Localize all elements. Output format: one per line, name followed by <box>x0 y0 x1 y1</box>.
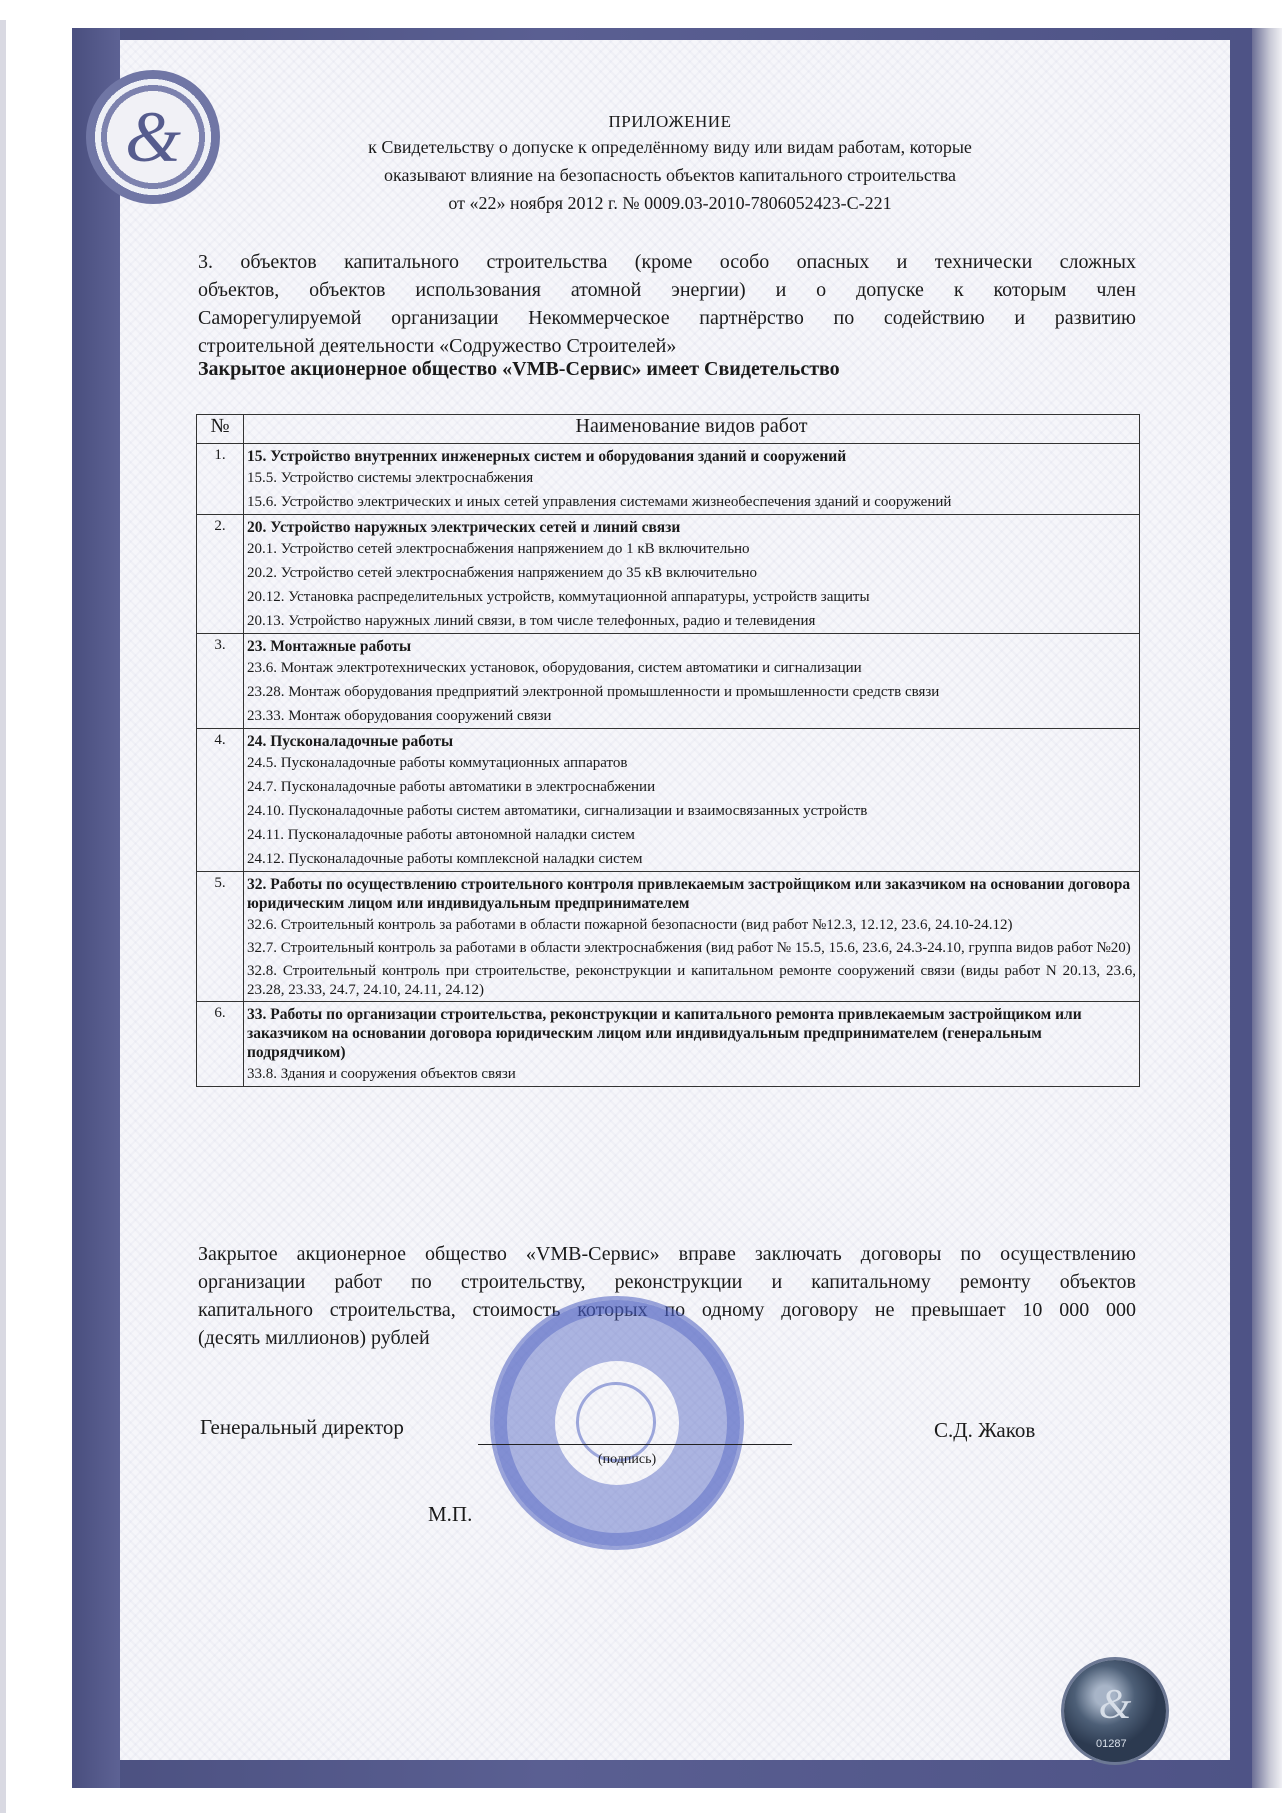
emblem-monogram: & <box>124 96 181 177</box>
closing-line: капитального строительства, стоимость которых по одному договору не превышает 10 000 000 <box>198 1299 1136 1321</box>
intro-line: 3. объектов капитального строительства (кроме особо опасных и технически сложных <box>198 251 1136 273</box>
certificate-frame-edge <box>1252 28 1282 1788</box>
header-line-2: оказывают влияние на безопасность объектов капитального строительства <box>384 165 956 185</box>
signatory-name: С.Д. Жаков <box>934 1418 1036 1442</box>
row-content <box>244 515 1140 634</box>
work-item: 23.6. Монтаж электротехнических установок, оборудования, систем автоматики и сигнализации <box>247 660 862 676</box>
seal-mark-label: М.П. <box>428 1502 473 1526</box>
work-item: 20.2. Устройство сетей электроснабжения напряжением до 35 кВ включительно <box>247 565 758 581</box>
header-line-3: от «22» ноября 2012 г. № 0009.03-2010-7806052423-С-221 <box>448 193 892 213</box>
intro-line: объектов, объектов использования атомной энергии) и о допуске к которым член <box>198 279 1136 301</box>
work-item: 24.10. Пусконаладочные работы систем автоматики, сигнализации и взаимосвязанных устройств <box>247 803 868 819</box>
work-item: 15.5. Устройство системы электроснабжения <box>247 470 534 486</box>
row-number: 3. <box>197 634 244 729</box>
work-item: 33.8. Здания и сооружения объектов связи <box>247 1066 516 1082</box>
work-item: 20.1. Устройство сетей электроснабжения напряжением до 1 кВ включительно <box>247 541 750 557</box>
row-number: 6. <box>197 1002 244 1087</box>
row-number: 1. <box>197 444 244 515</box>
work-group-title: 24. Пусконаладочные работы <box>247 733 454 750</box>
table-row <box>197 515 1140 634</box>
work-group-title: 23. Монтажные работы <box>247 638 412 655</box>
column-header-number: № <box>197 415 244 444</box>
row-content <box>244 729 1140 872</box>
work-item: 23.28. Монтаж оборудования предприятий электронной промышленности и промышленности средств связи <box>247 684 940 700</box>
work-item: 20.12. Установка распределительных устройств, коммутационной аппаратуры, устройств защиты <box>247 589 870 605</box>
row-number: 5. <box>197 872 244 1002</box>
row-number: 2. <box>197 515 244 634</box>
table-row <box>197 1002 1140 1087</box>
org-statement: Закрытое акционерное общество «VMB-Сервис» имеет Свидетельство <box>198 358 840 380</box>
signature-line <box>478 1444 792 1445</box>
row-number: 4. <box>197 729 244 872</box>
closing-line: Закрытое акционерное общество «VMB-Сервис» вправе заключать договоры по осуществлению <box>198 1243 1136 1265</box>
work-group-title: 15. Устройство внутренних инженерных систем и оборудования зданий и сооружений <box>247 448 847 465</box>
table-row <box>197 872 1140 1002</box>
work-item: 24.12. Пусконаладочные работы комплексной наладки систем <box>247 851 643 867</box>
row-content <box>244 872 1140 1002</box>
table-row <box>197 444 1140 515</box>
scan-background <box>0 0 72 1813</box>
works-table <box>196 414 1140 1087</box>
closing-line: (десять миллионов) рублей <box>198 1327 430 1349</box>
row-content <box>244 1002 1140 1087</box>
certificate-side-band <box>76 28 120 1788</box>
seal-stamp-center <box>576 1382 656 1462</box>
hologram-number: 01287 <box>1096 1738 1127 1750</box>
scan-edge-shadow <box>0 20 6 1813</box>
table-row <box>197 729 1140 872</box>
header-line-1: к Свидетельству о допуске к определённому виду или видам работам, которые <box>368 137 972 157</box>
row-content <box>244 634 1140 729</box>
work-group-title: 33. Работы по организации строительства, реконструкции и капитального ремонта привлекаемым застройщиком или заказчиком на основании договора юридическим лицом или индивидуальным предпринимателем (генеральным подрядчиком) <box>247 1006 1082 1061</box>
work-item: 24.11. Пусконаладочные работы автономной наладки систем <box>247 827 635 843</box>
closing-line: организации работ по строительству, реконструкции и капитальному ремонту объектов <box>198 1271 1136 1293</box>
work-group-title: 32. Работы по осуществлению строительного контроля привлекаемым застройщиком или заказчиком на основании договора юридическим лицом или индивидуальным предпринимателем <box>247 876 1131 912</box>
document-title: ПРИЛОЖЕНИЕ <box>608 112 732 131</box>
work-item: 32.6. Строительный контроль за работами в области пожарной безопасности (вид работ №12.3, 12.12, 23.6, 24.10-24.12) <box>247 917 1013 933</box>
work-item: 15.6. Устройство электрических и иных сетей управления системами жизнеобеспечения зданий и сооружений <box>247 494 952 510</box>
table-header-row <box>197 415 1140 444</box>
row-content <box>244 444 1140 515</box>
work-item: 24.5. Пусконаладочные работы коммутационных аппаратов <box>247 755 628 771</box>
work-item: 23.33. Монтаж оборудования сооружений связи <box>247 708 552 724</box>
work-group-title: 20. Устройство наружных электрических сетей и линий связи <box>247 519 681 536</box>
table-row <box>197 634 1140 729</box>
intro-line: Саморегулируемой организации Некоммерческое партнёрство по содействию и развитию <box>198 307 1136 329</box>
work-item: 32.7. Строительный контроль за работами в области электроснабжения (вид работ № 15.5, 15.6, 23.6, 24.3-24.10, группа видов работ №20) <box>247 940 1131 956</box>
work-item: 24.7. Пусконаладочные работы автоматики в электроснабжении <box>247 779 656 795</box>
signatory-role: Генеральный директор <box>200 1415 404 1439</box>
signature-caption: (подпись) <box>598 1452 657 1467</box>
intro-paragraph <box>198 248 1136 360</box>
work-item: 32.8. Строительный контроль при строительстве, реконструкции и капитальном ремонте сооружений связи (виды работ N 20.13, 23.6, 23.28, 23.33, 24.7, 24.10, 24.11, 24.12) <box>247 963 1136 998</box>
column-header-name: Наименование видов работ <box>244 415 1140 444</box>
intro-line: строительной деятельности «Содружество Строителей» <box>198 335 677 357</box>
hologram-monogram: & <box>1098 1682 1132 1728</box>
work-item: 20.13. Устройство наружных линий связи, в том числе телефонных, радио и телевидения <box>247 613 816 629</box>
